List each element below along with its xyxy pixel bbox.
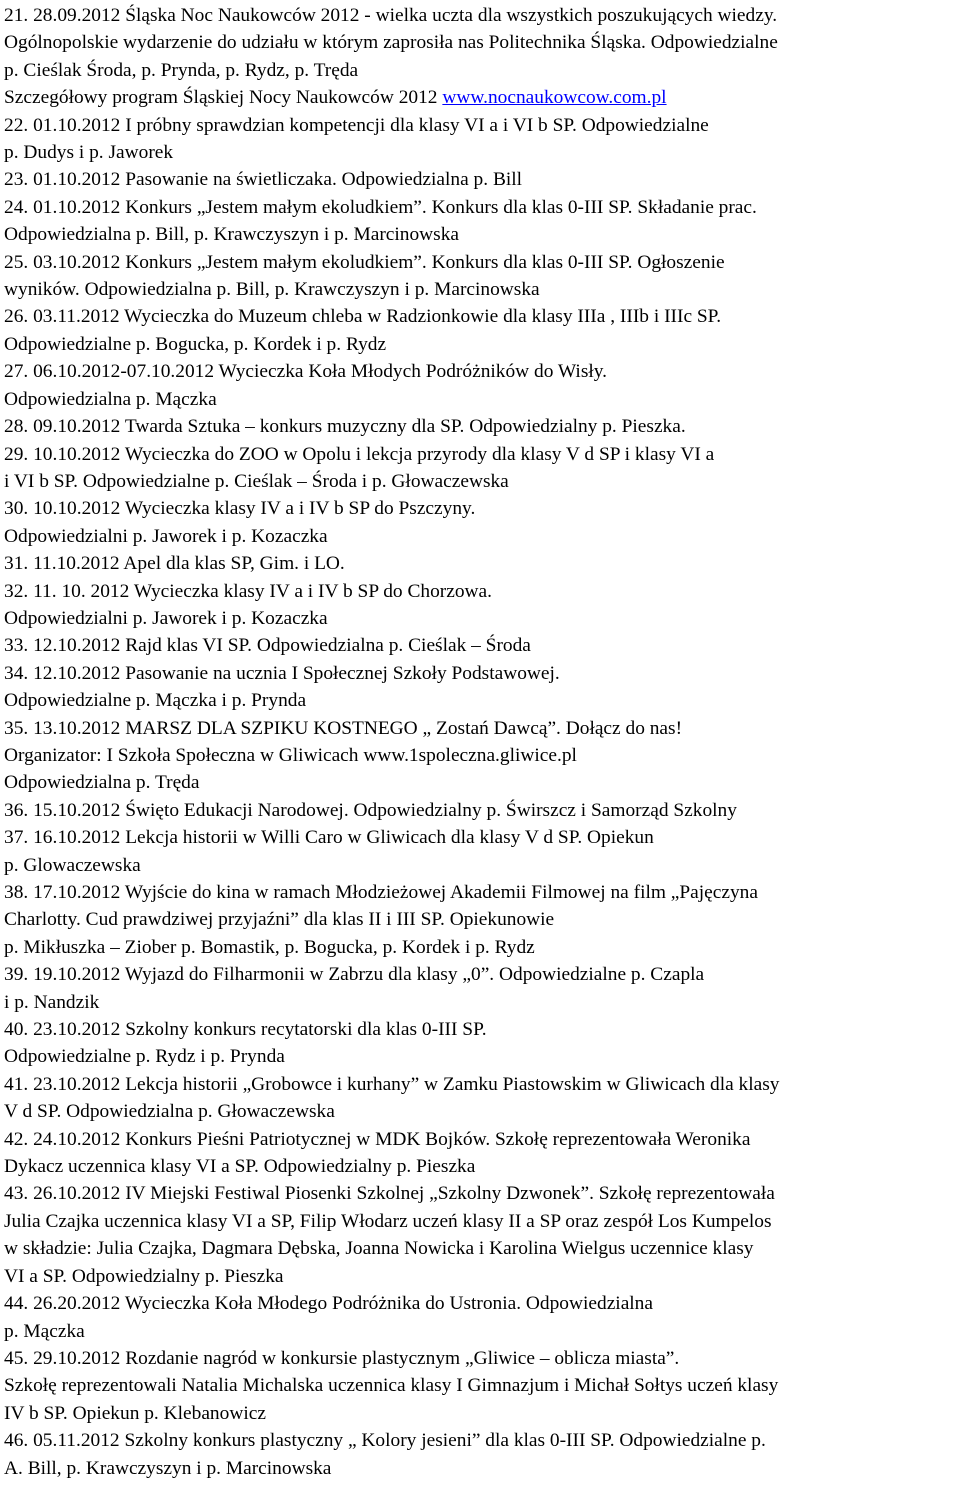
event-entry	[4, 578, 956, 633]
entry-line: Julia Czajka uczennica klasy VI a SP, Filip Włodarz uczeń klasy II a SP oraz zespół Los Kumpelos	[4, 1210, 772, 1232]
entry-line: 26. 03.11.2012 Wycieczka do Muzeum chleba w Radzionkowie dla klasy IIIa , IIIb i IIIc SP.	[4, 306, 722, 328]
entry-line: w składzie: Julia Czajka, Dagmara Dębska, Joanna Nowicka i Karolina Wielgus uczennice klasy	[4, 1238, 754, 1260]
entry-line: Odpowiedzialne p. Rydz i p. Prynda	[4, 1046, 285, 1068]
entry-line: Odpowiedzialna p. Tręda	[4, 772, 200, 794]
entry-line: 38. 17.10.2012 Wyjście do kina w ramach Młodzieżowej Akademii Filmowej na film „Pajęczyna	[4, 882, 758, 903]
entry-line: p. Mączka	[4, 1320, 85, 1342]
entry-line: p. Mikłuszka – Ziober p. Bomastik, p. Bogucka, p. Kordek i p. Rydz	[4, 936, 535, 958]
entry-line: Odpowiedzialna p. Bill, p. Krawczyszyn i p. Marcinowska	[4, 224, 460, 246]
event-entry	[4, 660, 956, 715]
event-entry	[4, 2, 956, 112]
entry-line: Ogólnopolskie wydarzenie do udziału w którym zaprosiła nas Politechnika Śląska. Odpowiedzialne	[4, 32, 778, 54]
entry-line: Organizator: I Szkoła Społeczna w Gliwicach www.1spoleczna.gliwice.pl	[4, 744, 577, 766]
entry-line: 32. 11. 10. 2012 Wycieczka klasy IV a i IV b SP do Chorzowa.	[4, 580, 493, 602]
entry-line: 39. 19.10.2012 Wyjazd do Filharmonii w Zabrzu dla klasy „0”. Odpowiedzialne p. Czapla	[4, 964, 705, 986]
event-entry	[4, 550, 956, 577]
entry-line: 29. 10.10.2012 Wycieczka do ZOO w Opolu i lekcja przyrody dla klasy V d SP i klasy VI a	[4, 443, 715, 465]
entry-line: VI a SP. Odpowiedzialny p. Pieszka	[4, 1265, 284, 1287]
entry-line: 45. 29.10.2012 Rozdanie nagród w konkursie plastycznym „Gliwice – oblicza miasta”.	[4, 1347, 680, 1369]
entry-line: Dykacz uczennica klasy VI a SP. Odpowiedzialny p. Pieszka	[4, 1156, 476, 1178]
event-entry	[4, 249, 956, 304]
event-entry	[4, 112, 956, 167]
entry-line: A. Bill, p. Krawczyszyn i p. Marcinowska	[4, 1457, 332, 1479]
event-entry	[4, 1016, 956, 1071]
event-entry	[4, 1180, 956, 1290]
event-entry	[4, 1290, 956, 1345]
event-entry	[4, 166, 956, 193]
entry-line: 36. 15.10.2012 Święto Edukacji Narodowej. Odpowiedzialny p. Świrszcz i Samorząd Szkolny	[4, 799, 737, 821]
event-entry	[4, 879, 956, 961]
entry-line: Odpowiedzialni p. Jaworek i p. Kozaczka	[4, 525, 328, 547]
entry-line: Odpowiedzialne p. Mączka i p. Prynda	[4, 690, 307, 712]
entry-line: IV b SP. Opiekun p. Klebanowicz	[4, 1402, 266, 1424]
entry-line: wyników. Odpowiedzialna p. Bill, p. Krawczyszyn i p. Marcinowska	[4, 279, 540, 301]
event-entry	[4, 632, 956, 659]
event-entry	[4, 715, 956, 797]
entry-line: 42. 24.10.2012 Konkurs Pieśni Patriotycznej w MDK Bojków. Szkołę reprezentowała Weronika	[4, 1128, 751, 1150]
entry-line: 34. 12.10.2012 Pasowanie na ucznia I Społecznej Szkoły Podstawowej.	[4, 662, 560, 684]
entry-line: Odpowiedzialni p. Jaworek i p. Kozaczka	[4, 607, 328, 629]
entry-line: 22. 01.10.2012 I próbny sprawdzian kompetencji dla klasy VI a i VI b SP. Odpowiedzialne	[4, 114, 709, 136]
entry-line: 27. 06.10.2012-07.10.2012 Wycieczka Koła Młodych Podróżników do Wisły.	[4, 361, 608, 383]
event-entry	[4, 413, 956, 440]
entry-line: i p. Nandzik	[4, 991, 100, 1013]
entry-line: 21. 28.09.2012 Śląska Noc Naukowców 2012 - wielka uczta dla wszystkich poszukujących wiedzy.	[4, 5, 778, 26]
entry-line: 40. 23.10.2012 Szkolny konkurs recytatorski dla klas 0-III SP.	[4, 1019, 487, 1041]
entry-line: 33. 12.10.2012 Rajd klas VI SP. Odpowiedzialna p. Cieślak – Środa	[4, 635, 531, 657]
entry-line: Odpowiedzialna p. Mączka	[4, 388, 217, 410]
event-entry	[4, 303, 956, 358]
entry-line: Odpowiedzialne p. Bogucka, p. Kordek i p. Rydz	[4, 333, 387, 355]
program-link[interactable]: www.nocnaukowcow.com.pl	[442, 87, 667, 109]
entry-line: p. Glowaczewska	[4, 854, 141, 876]
entry-line: Szkołę reprezentowali Natalia Michalska uczennica klasy I Gimnazjum i Michał Sołtys uczeń klasy	[4, 1375, 779, 1397]
event-entry	[4, 1071, 956, 1126]
entry-line: 37. 16.10.2012 Lekcja historii w Willi Caro w Gliwicach dla klasy V d SP. Opiekun	[4, 827, 654, 849]
event-entry	[4, 1126, 956, 1181]
entry-line: 44. 26.20.2012 Wycieczka Koła Młodego Podróżnika do Ustronia. Odpowiedzialna	[4, 1293, 653, 1315]
entry-line: 24. 01.10.2012 Konkurs „Jestem małym ekoludkiem”. Konkurs dla klas 0-III SP. Składanie prac.	[4, 196, 757, 218]
entry-line: Charlotty. Cud prawdziwej przyjaźni” dla klas II i III SP. Opiekunowie	[4, 909, 555, 931]
entry-line: 41. 23.10.2012 Lekcja historii „Grobowce i kurhany” w Zamku Piastowskim w Gliwicach dla klasy	[4, 1073, 780, 1095]
entry-line: i VI b SP. Odpowiedzialne p. Cieślak – Środa i p. Głowaczewska	[4, 470, 509, 492]
entry-line: 43. 26.10.2012 IV Miejski Festiwal Piosenki Szkolnej „Szkolny Dzwonek”. Szkołę reprezentowała	[4, 1183, 775, 1205]
event-entry	[4, 495, 956, 550]
entry-line: 35. 13.10.2012 MARSZ DLA SZPIKU KOSTNEGO „ Zostań Dawcą”. Dołącz do nas!	[4, 717, 683, 739]
event-entry	[4, 358, 956, 413]
event-entry	[4, 1427, 956, 1482]
entry-line: p. Dudys i p. Jaworek	[4, 142, 174, 164]
event-entry	[4, 961, 956, 1016]
entry-line: 46. 05.11.2012 Szkolny konkurs plastyczny „ Kolory jesieni” dla klas 0-III SP. Odpowiedzialne p.	[4, 1430, 766, 1452]
entry-line-with-link	[4, 84, 956, 111]
entry-line: 23. 01.10.2012 Pasowanie na świetliczaka. Odpowiedzialna p. Bill	[4, 169, 523, 191]
entry-line: V d SP. Odpowiedzialna p. Głowaczewska	[4, 1101, 335, 1123]
entry-line: 30. 10.10.2012 Wycieczka klasy IV a i IV b SP do Pszczyny.	[4, 498, 476, 520]
event-entry	[4, 1345, 956, 1427]
entry-line: 28. 09.10.2012 Twarda Sztuka – konkurs muzyczny dla SP. Odpowiedzialny p. Pieszka.	[4, 416, 686, 438]
entry-line: p. Cieślak Środa, p. Prynda, p. Rydz, p. Tręda	[4, 59, 359, 81]
link-prefix-text: Szczegółowy program Śląskiej Nocy Naukowców 2012	[4, 87, 443, 109]
event-entry	[4, 194, 956, 249]
entry-line: 31. 11.10.2012 Apel dla klas SP, Gim. i LO.	[4, 553, 345, 575]
event-entry	[4, 824, 956, 879]
event-entry	[4, 441, 956, 496]
event-entry	[4, 797, 956, 824]
entry-line: 25. 03.10.2012 Konkurs „Jestem małym ekoludkiem”. Konkurs dla klas 0-III SP. Ogłoszenie	[4, 251, 725, 273]
